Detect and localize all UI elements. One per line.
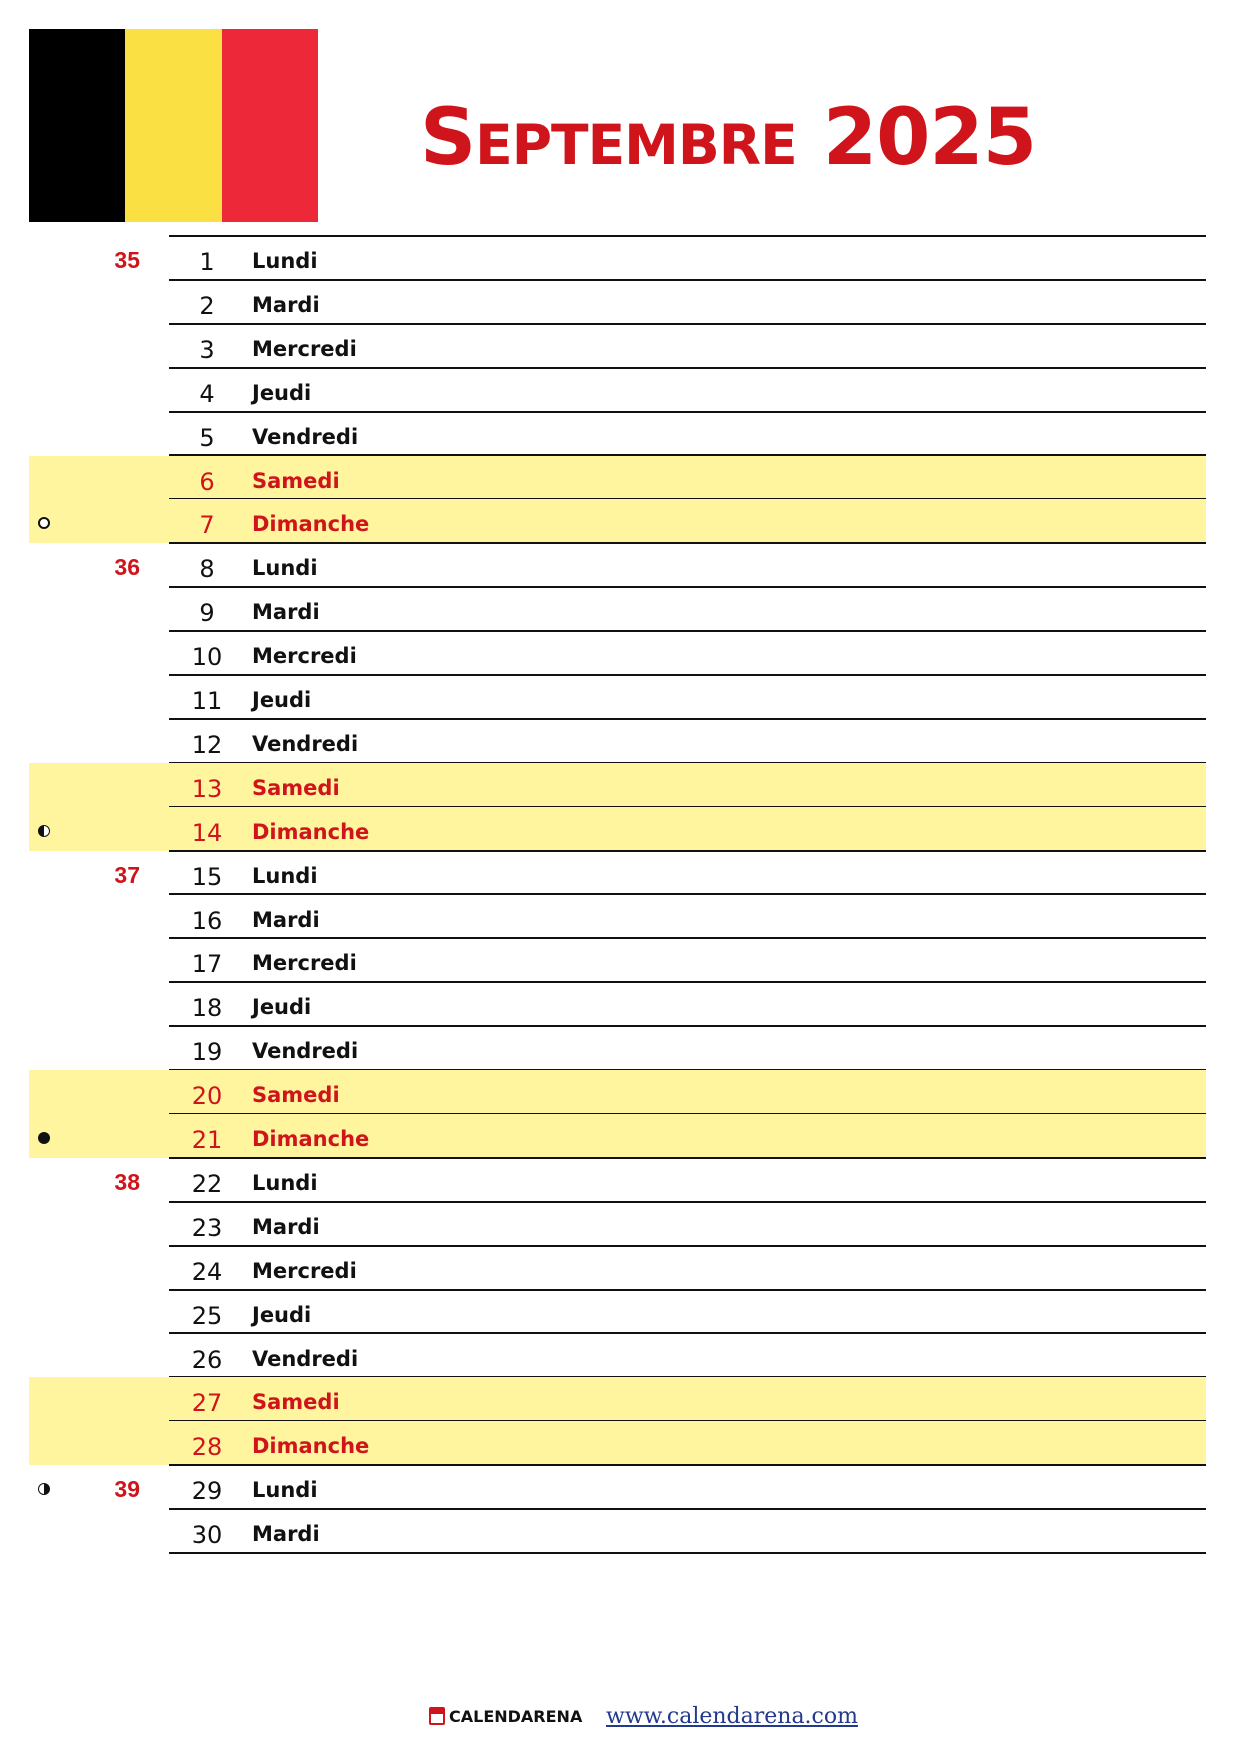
day-row bbox=[0, 1421, 1240, 1465]
footer-url-link[interactable]: www.calendarena.com bbox=[606, 1704, 858, 1729]
day-name: Vendredi bbox=[252, 1039, 359, 1064]
day-number: 9 bbox=[199, 599, 215, 628]
day-name: Jeudi bbox=[252, 380, 312, 405]
day-number: 23 bbox=[191, 1213, 223, 1242]
day-row bbox=[0, 895, 1240, 939]
day-name: Lundi bbox=[252, 556, 318, 581]
day-number: 12 bbox=[191, 730, 223, 759]
day-number: 20 bbox=[191, 1082, 223, 1111]
day-number: 19 bbox=[191, 1038, 223, 1067]
day-row bbox=[0, 807, 1240, 851]
day-name: Lundi bbox=[252, 1478, 318, 1503]
last-quarter-moon-icon bbox=[38, 825, 50, 837]
day-row bbox=[0, 1246, 1240, 1290]
day-name: Mardi bbox=[252, 292, 320, 317]
week-number: 39 bbox=[114, 1476, 140, 1503]
day-row bbox=[0, 982, 1240, 1026]
day-number: 17 bbox=[191, 950, 223, 979]
footer-brand: CALENDARENA bbox=[449, 1707, 583, 1726]
day-number: 15 bbox=[191, 862, 223, 891]
day-row bbox=[0, 1026, 1240, 1070]
day-number: 28 bbox=[191, 1433, 223, 1462]
day-row bbox=[0, 1334, 1240, 1378]
day-row bbox=[0, 1465, 1240, 1509]
day-name: Dimanche bbox=[252, 512, 370, 537]
day-name: Lundi bbox=[252, 1170, 318, 1195]
day-name: Vendredi bbox=[252, 731, 359, 756]
day-number: 29 bbox=[191, 1477, 223, 1506]
day-number: 1 bbox=[199, 248, 215, 276]
day-number: 27 bbox=[191, 1389, 223, 1418]
day-row bbox=[0, 456, 1240, 500]
day-row bbox=[0, 1377, 1240, 1421]
day-row bbox=[0, 499, 1240, 543]
day-name: Vendredi bbox=[252, 424, 359, 449]
day-row bbox=[0, 236, 1240, 280]
row-divider bbox=[169, 1552, 1206, 1554]
day-name: Dimanche bbox=[252, 1434, 370, 1459]
week-number: 35 bbox=[114, 247, 140, 273]
day-name: Samedi bbox=[252, 775, 340, 800]
day-number: 24 bbox=[191, 1257, 223, 1286]
day-row bbox=[0, 1290, 1240, 1334]
day-name: Mercredi bbox=[252, 951, 357, 976]
day-number: 6 bbox=[199, 467, 215, 496]
day-name: Dimanche bbox=[252, 1127, 370, 1151]
day-row bbox=[0, 324, 1240, 368]
day-number: 25 bbox=[191, 1301, 223, 1330]
day-name: Mardi bbox=[252, 1214, 320, 1239]
first-quarter-moon-icon bbox=[38, 1483, 50, 1495]
day-number: 7 bbox=[199, 511, 215, 540]
week-number: 38 bbox=[114, 1168, 140, 1195]
day-name: Lundi bbox=[252, 249, 318, 273]
day-row bbox=[0, 763, 1240, 807]
page-title: Septembre 2025 bbox=[420, 93, 1036, 183]
day-row bbox=[0, 1114, 1240, 1158]
day-name: Mardi bbox=[252, 600, 320, 625]
day-name: Mercredi bbox=[252, 644, 357, 669]
week-number: 36 bbox=[114, 554, 140, 581]
day-row bbox=[0, 412, 1240, 456]
day-number: 21 bbox=[191, 1126, 223, 1154]
day-name: Lundi bbox=[252, 863, 318, 888]
day-row bbox=[0, 631, 1240, 675]
day-name: Vendredi bbox=[252, 1346, 359, 1371]
day-number: 5 bbox=[199, 423, 215, 452]
day-number: 26 bbox=[191, 1345, 223, 1374]
day-row bbox=[0, 368, 1240, 412]
day-name: Mercredi bbox=[252, 1258, 357, 1283]
day-name: Samedi bbox=[252, 1083, 340, 1108]
day-row bbox=[0, 1509, 1240, 1553]
day-row bbox=[0, 1070, 1240, 1114]
day-row bbox=[0, 675, 1240, 719]
day-row bbox=[0, 851, 1240, 895]
day-number: 2 bbox=[199, 291, 215, 320]
day-name: Dimanche bbox=[252, 819, 370, 844]
day-number: 30 bbox=[191, 1521, 223, 1550]
day-row bbox=[0, 280, 1240, 324]
day-number: 14 bbox=[191, 818, 223, 847]
calendar-icon bbox=[429, 1707, 445, 1725]
day-number: 18 bbox=[191, 994, 223, 1023]
footer bbox=[0, 1697, 1240, 1737]
day-name: Jeudi bbox=[252, 1302, 312, 1327]
day-number: 3 bbox=[199, 335, 215, 364]
day-number: 8 bbox=[199, 555, 215, 584]
day-name: Mardi bbox=[252, 907, 320, 932]
day-number: 10 bbox=[191, 643, 223, 672]
day-row bbox=[0, 1158, 1240, 1202]
day-name: Mardi bbox=[252, 1522, 320, 1547]
day-number: 13 bbox=[191, 774, 223, 803]
new-moon-icon bbox=[38, 1132, 50, 1144]
day-name: Mercredi bbox=[252, 336, 357, 361]
week-number: 37 bbox=[114, 861, 140, 888]
day-row bbox=[0, 938, 1240, 982]
day-row bbox=[0, 1202, 1240, 1246]
day-number: 22 bbox=[191, 1169, 223, 1198]
day-row bbox=[0, 587, 1240, 631]
day-name: Samedi bbox=[252, 1390, 340, 1415]
day-number: 11 bbox=[191, 687, 223, 715]
day-number: 4 bbox=[199, 379, 215, 408]
day-row bbox=[0, 543, 1240, 587]
day-number: 16 bbox=[191, 906, 223, 935]
day-name: Jeudi bbox=[252, 688, 312, 712]
day-row bbox=[0, 719, 1240, 763]
day-name: Samedi bbox=[252, 468, 340, 493]
day-name: Jeudi bbox=[252, 995, 312, 1020]
